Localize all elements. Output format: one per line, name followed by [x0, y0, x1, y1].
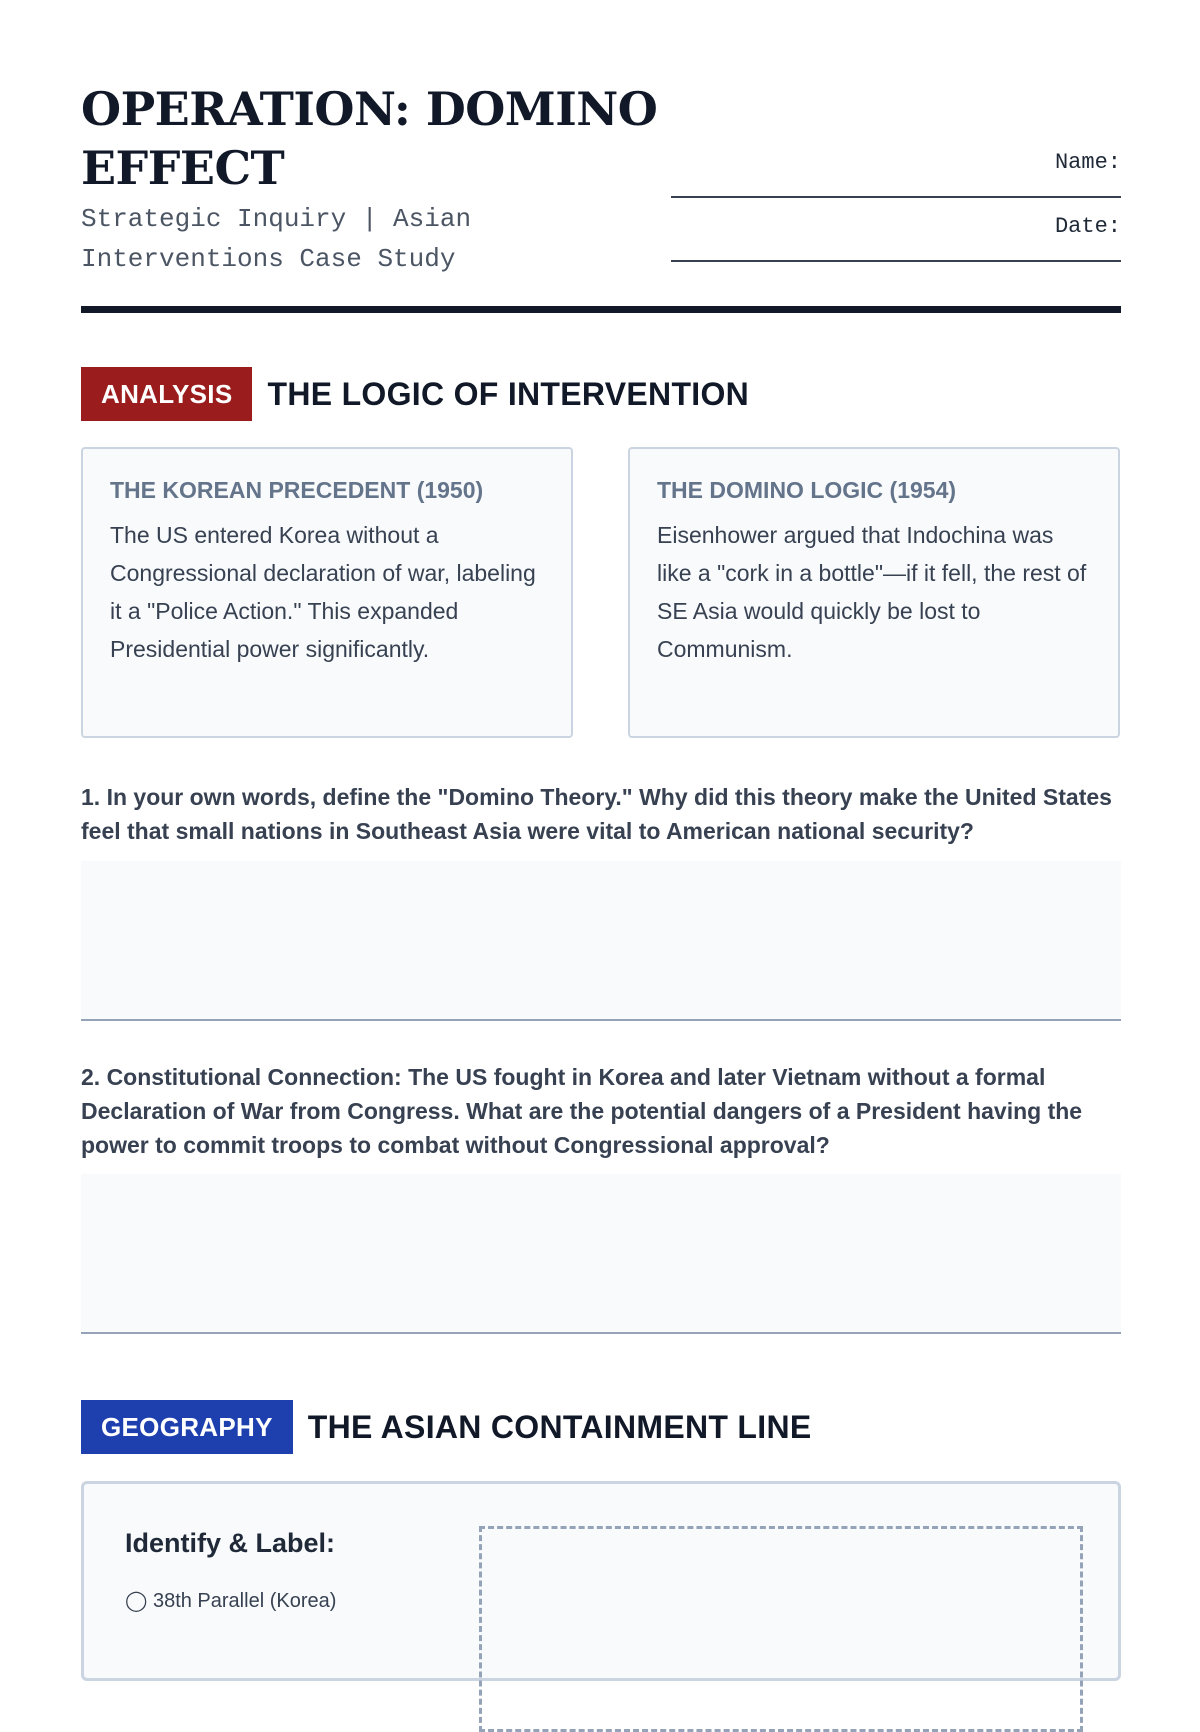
- geography-section-title: THE ASIAN CONTAINMENT LINE: [307, 1408, 812, 1445]
- analysis-section-title: THE LOGIC OF INTERVENTION: [267, 375, 750, 412]
- geography-tag: GEOGRAPHY: [81, 1400, 293, 1454]
- map-drawing-area[interactable]: [479, 1526, 1083, 1732]
- domino-logic-card: [628, 447, 1120, 738]
- answer-area-1[interactable]: [81, 861, 1121, 1021]
- analysis-tag: ANALYSIS: [81, 367, 252, 421]
- card-body: The US entered Korea without a Congressional declaration of war, labeling it a "Police Action." This expanded Presidential power significantly.: [110, 522, 536, 662]
- identify-label: Identify & Label:: [125, 1528, 336, 1558]
- worksheet-title: OPERATION: DOMINO EFFECT: [81, 82, 658, 195]
- worksheet-header: [81, 0, 1121, 313]
- geography-box: [81, 1481, 1121, 1681]
- question-1: 1. In your own words, define the "Domino Theory." Why did this theory make the United States feel that small nations in Southeast Asia were vital to American national security?: [81, 784, 1112, 844]
- name-label: Name:: [1054, 150, 1121, 175]
- label-item[interactable]: [125, 1588, 336, 1613]
- korean-precedent-card: [81, 447, 573, 738]
- card-title: THE KOREAN PRECEDENT (1950): [110, 477, 484, 503]
- worksheet-subtitle: Strategic Inquiry | Asian Interventions Case Study: [81, 204, 472, 274]
- analysis-section-header: [81, 367, 749, 421]
- worksheet-page: [81, 0, 1121, 1612]
- header-divider: [81, 306, 1121, 313]
- date-field[interactable]: [671, 214, 1121, 262]
- answer-area-2[interactable]: [81, 1174, 1121, 1334]
- card-body: Eisenhower argued that Indochina was like a "cork in a bottle"—if it fell, the rest of SE Asia would quickly be lost to Communism.: [657, 522, 1087, 662]
- question-2: 2. Constitutional Connection: The US fought in Korea and later Vietnam without a formal Declaration of War from Congress. What are the potential dangers of a President having the power to commit troops to combat without Congressional approval?: [81, 1064, 1083, 1158]
- name-field[interactable]: [671, 150, 1121, 198]
- date-label: Date:: [1054, 214, 1121, 239]
- label-item-text: 38th Parallel (Korea): [152, 1590, 337, 1612]
- circle-icon: ◯: [125, 1590, 148, 1612]
- card-title: THE DOMINO LOGIC (1954): [657, 477, 957, 503]
- geography-section-header: [81, 1400, 812, 1454]
